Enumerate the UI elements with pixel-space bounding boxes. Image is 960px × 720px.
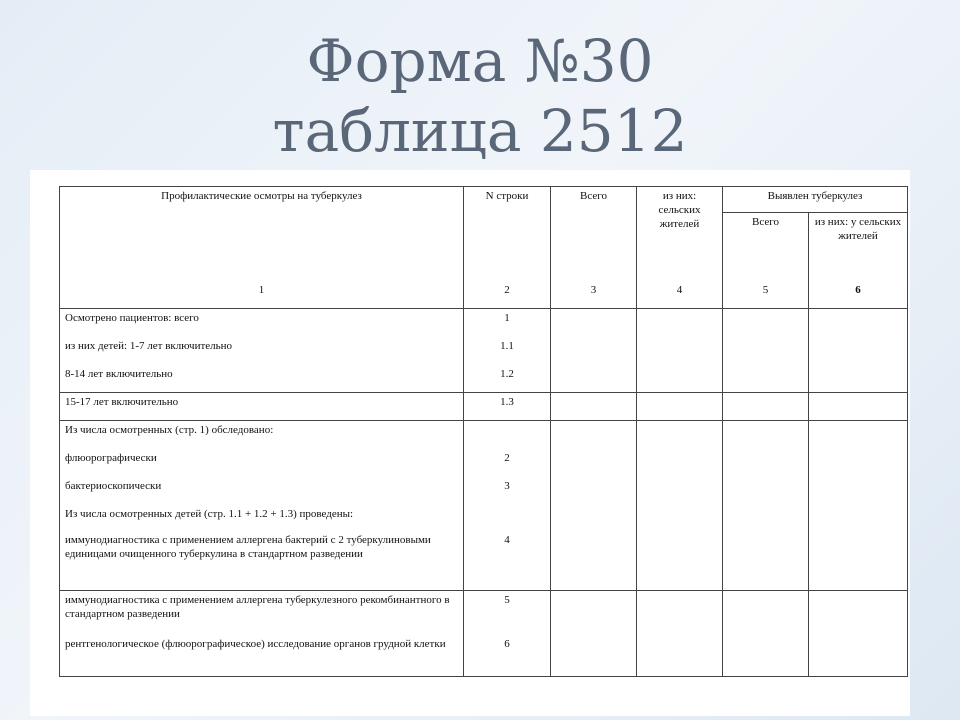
table-row (60, 635, 908, 677)
row-line-number: 3 (464, 477, 551, 505)
colnum-6: 6 (809, 281, 908, 309)
cell-total (551, 449, 637, 477)
table-row (60, 449, 908, 477)
cell-tb-total (723, 477, 809, 505)
table-row (60, 309, 908, 337)
cell-rural (637, 531, 723, 591)
row-line-number: 1 (464, 309, 551, 337)
header-col1: Профилактические осмотры на туберкулез (60, 187, 464, 281)
cell-tb-total (723, 531, 809, 591)
table-row (60, 421, 908, 449)
row-label: 15-17 лет включительно (60, 393, 464, 421)
colnum-4: 4 (637, 281, 723, 309)
row-label: Из числа осмотренных детей (стр. 1.1 + 1.2 + 1.3) проведены: (60, 505, 464, 531)
cell-rural (637, 477, 723, 505)
cell-tb-rural (809, 365, 908, 393)
row-line-number (464, 421, 551, 449)
form-table (59, 186, 908, 677)
header-col2: N строки (464, 187, 551, 281)
cell-tb-rural (809, 449, 908, 477)
colnum-1: 1 (60, 281, 464, 309)
cell-total (551, 337, 637, 365)
row-line-number: 2 (464, 449, 551, 477)
row-label: бактериоскопически (60, 477, 464, 505)
table-row (60, 531, 908, 591)
document-scan (30, 170, 910, 716)
header-col6: из них: у сельских жителей (809, 213, 908, 281)
colnum-5: 5 (723, 281, 809, 309)
cell-total (551, 393, 637, 421)
cell-rural (637, 635, 723, 677)
cell-total (551, 365, 637, 393)
table-row (60, 337, 908, 365)
row-line-number (464, 505, 551, 531)
header-col5: Всего (723, 213, 809, 281)
cell-total (551, 635, 637, 677)
cell-tb-total (723, 505, 809, 531)
row-line-number: 1.3 (464, 393, 551, 421)
cell-rural (637, 505, 723, 531)
row-label: Из числа осмотренных (стр. 1) обследовано: (60, 421, 464, 449)
cell-rural (637, 591, 723, 635)
title-line-2: таблица 2512 (272, 97, 688, 165)
row-line-number: 1.1 (464, 337, 551, 365)
table-row (60, 365, 908, 393)
table-row (60, 477, 908, 505)
cell-total (551, 531, 637, 591)
cell-total (551, 477, 637, 505)
row-label: флюорографически (60, 449, 464, 477)
cell-tb-total (723, 421, 809, 449)
cell-tb-rural (809, 337, 908, 365)
row-label: рентгенологическое (флюорографическое) исследование органов грудной клетки (60, 635, 464, 677)
cell-rural (637, 309, 723, 337)
row-line-number: 6 (464, 635, 551, 677)
cell-tb-total (723, 591, 809, 635)
header-group-detected: Выявлен туберкулез (723, 187, 908, 213)
header-row-1 (60, 187, 908, 213)
row-label: Осмотрено пациентов: всего (60, 309, 464, 337)
cell-total (551, 591, 637, 635)
cell-tb-rural (809, 531, 908, 591)
title-line-1: Форма №30 (306, 27, 654, 95)
cell-tb-total (723, 449, 809, 477)
cell-tb-total (723, 309, 809, 337)
cell-tb-rural (809, 635, 908, 677)
cell-total (551, 421, 637, 449)
cell-tb-rural (809, 309, 908, 337)
cell-total (551, 505, 637, 531)
colnum-3: 3 (551, 281, 637, 309)
column-numbers-row (60, 281, 908, 309)
table-row (60, 393, 908, 421)
table-row (60, 591, 908, 635)
header-col3: Всего (551, 187, 637, 281)
header-col4: из них: сельских жителей (637, 187, 723, 281)
cell-total (551, 309, 637, 337)
cell-tb-rural (809, 477, 908, 505)
cell-tb-rural (809, 591, 908, 635)
row-line-number: 1.2 (464, 365, 551, 393)
cell-rural (637, 449, 723, 477)
cell-rural (637, 421, 723, 449)
row-label: 8-14 лет включительно (60, 365, 464, 393)
cell-tb-total (723, 365, 809, 393)
cell-tb-rural (809, 393, 908, 421)
cell-tb-rural (809, 421, 908, 449)
cell-tb-rural (809, 505, 908, 531)
row-line-number: 5 (464, 591, 551, 635)
row-label: иммунодиагностика с применением аллергена туберкулезного рекомбинантного в стандартном разведении (60, 591, 464, 635)
cell-tb-total (723, 337, 809, 365)
cell-rural (637, 365, 723, 393)
slide-title (0, 26, 960, 166)
table-row (60, 505, 908, 531)
cell-rural (637, 393, 723, 421)
cell-tb-total (723, 635, 809, 677)
colnum-2: 2 (464, 281, 551, 309)
row-line-number: 4 (464, 531, 551, 591)
row-label: из них детей: 1-7 лет включительно (60, 337, 464, 365)
cell-rural (637, 337, 723, 365)
cell-tb-total (723, 393, 809, 421)
row-label: иммунодиагностика с применением аллергена бактерий с 2 туберкулиновыми единицами очищенного туберкулина в стандартном разведении (60, 531, 464, 591)
